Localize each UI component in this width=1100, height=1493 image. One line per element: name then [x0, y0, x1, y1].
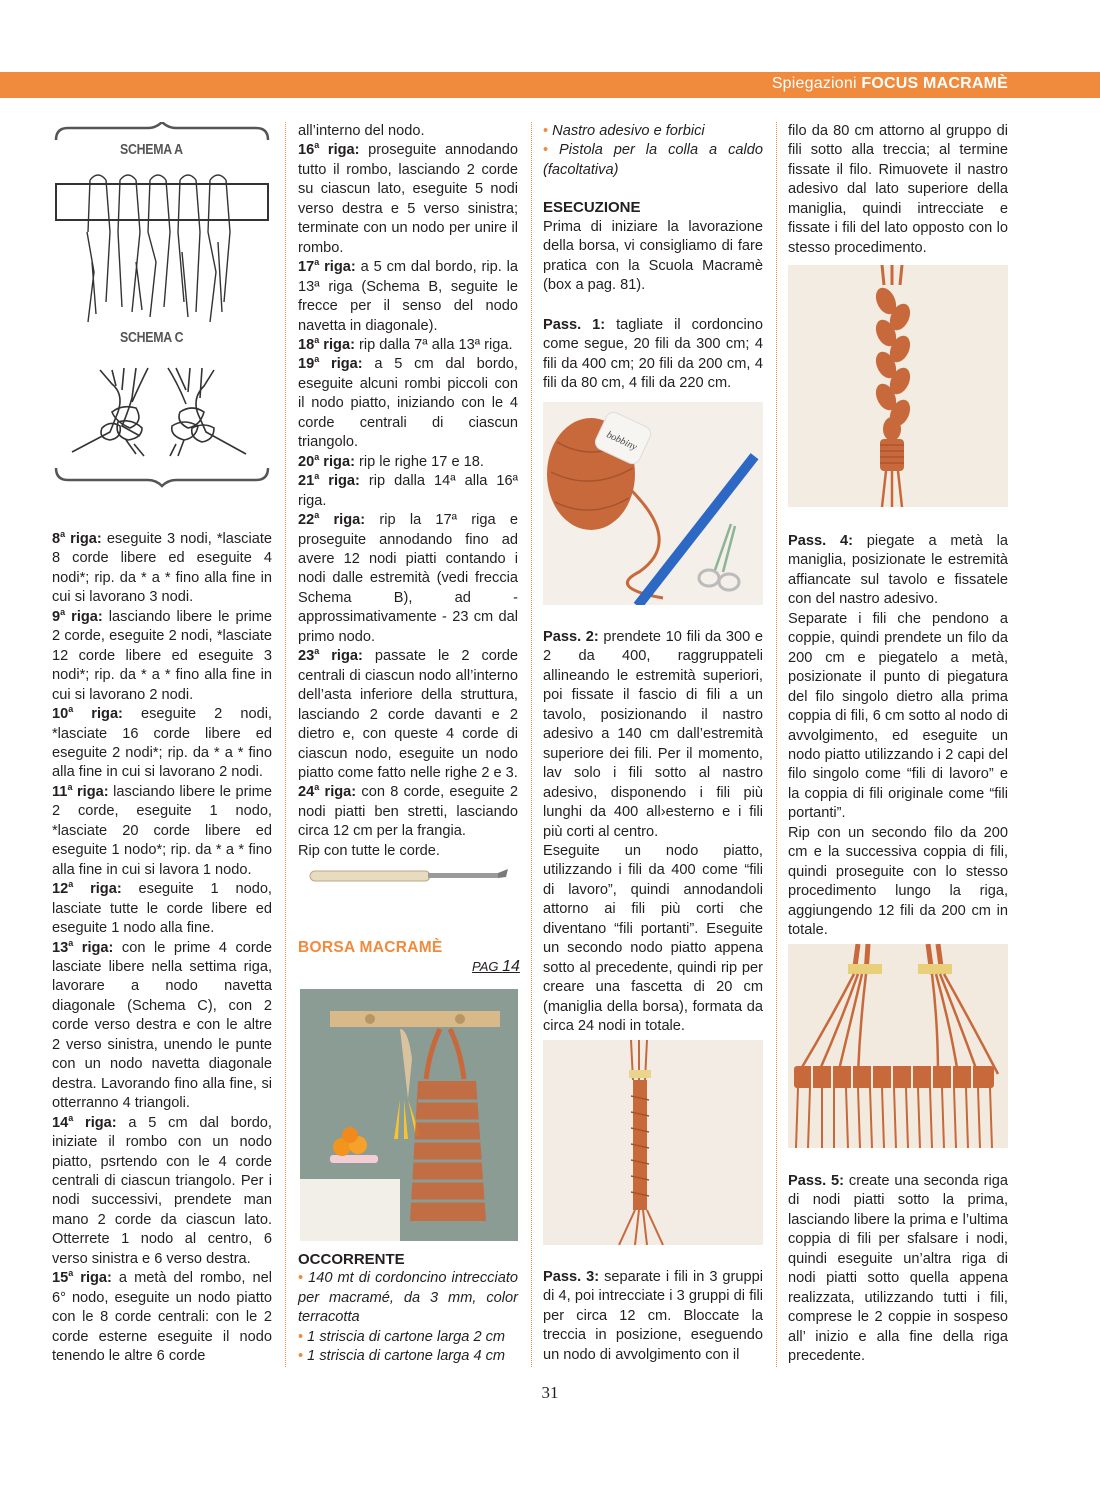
rip-all: Rip con tutte le corde.: [298, 842, 440, 859]
row-16: 16$^a$ riga: proseguite annodando tutto il rombo, lasciando 2 corde su ciascun lato, eseguite 5 nodi verso destra e 5 verso sinistra; terminate con un nodo per unire il rombo.: [298, 140, 518, 256]
column-3-bottom: [543, 1268, 763, 1365]
handle-photo: [543, 1040, 763, 1245]
row-13: 13$^a$ riga: con le prime 4 corde lasciate libere nella settima riga, lavorare a nodo navetta diagonale (Schema C), con 2 corde verso destra e con le altre 2 verso sinistra, unendo le punte con un nodo navetta diagonale destra. Lavorando fino alla fine, si otterranno 4 triangoli.: [52, 937, 272, 1112]
column-4-bottom: [788, 1172, 1008, 1367]
step-4-more: Rip con un secondo filo da 200 cm e la successiva coppia di fili, quindi proseguite con lo stesso procedimento lungo la riga, aggiungendo 12 fili da 200 cm in totale.: [788, 824, 1008, 939]
row-8: 8$^a$ riga: eseguite 3 nodi, *lasciate 8 corde libere ed eseguite 4 nodi*; rip. da * a * fino alla fine in cui si lavorano 3 nodi.: [52, 529, 272, 606]
label-brand: bobbiny: [604, 429, 639, 454]
row-24: 24$^a$ riga: con 8 corde, eseguite 2 nodi piatti ben stretti, lasciando circa 12 cm per la frangia.: [298, 782, 518, 840]
schema-drawing: [52, 122, 272, 522]
row-22: 22$^a$ riga: rip la 17ª riga e proseguite annodando fino ad avere 12 nodi piatti contando i nodi dalle estremità (vedi freccia Schema B), ad -approssimativamente - 23 cm dal primo nodo.: [298, 510, 518, 645]
row-11: 11$^a$ riga: lasciando libere le prime 2 corde, eseguite 1 nodo, *lasciate 20 corde libere ed eseguite 1 nodo*; rip. da * a * fino alla fine in cui si lavora 1 nodo.: [52, 782, 272, 878]
occorrente-block: [298, 1250, 518, 1367]
page-number: 31: [541, 1383, 559, 1402]
bag-photo: [300, 989, 518, 1241]
cord-ruler-drawing: [543, 402, 763, 605]
step-3: Pass. 3: separate i fili in 3 gruppi di 4, poi intrecciate i 3 gruppi di fili per circa 12 cm. Bloccate la treccia in posizione, eseguendo un nodo di avvolgimento con il: [543, 1269, 764, 1363]
column-1: [52, 530, 272, 1366]
row-21: 21$^a$ riga: rip dalla 14ª alla 16ª riga.: [298, 471, 518, 509]
column-3-continued: [543, 628, 763, 1037]
crochet-hook-drawing: [300, 855, 518, 895]
row-20: 20$^a$ riga: rip le righe 17 e 18.: [298, 451, 484, 470]
knots-drawing: [788, 944, 1008, 1148]
crochet-hook-photo: [300, 855, 518, 895]
step-1: Pass. 1: tagliate il cordoncino come segue, 20 fili da 300 cm; 4 fili da 400 cm; 20 fili da 200 cm, 4 fili da 80 cm, 4 fili da 220 cm.: [543, 316, 763, 391]
section-title: BORSA MACRAMÈ: [298, 939, 443, 956]
column-4: [788, 122, 1008, 258]
page-reference: PAG 14: [472, 958, 520, 975]
step-2-continued: Eseguite un nodo piatto, utilizzando i fili da 400 come “fili di lavoro”, quindi annodandoli attorno ai fili più corti che diventano “fili portanti”. Eseguite un secondo nodo piatto appena sotto al precedente, quindi rip per creare una fascetta di 20 cm (maniglia della borsa), formata da circa 24 nodi in totale.: [543, 842, 763, 1035]
row-10: 10$^a$ riga: eseguite 2 nodi, *lasciate 16 corde libere ed eseguite 2 nodi*; rip. da * a * fino alla fine in cui si lavorano 2 nodi.: [52, 704, 272, 781]
row-18: 18$^a$ riga: rip dalla 7ª alla 13ª riga.: [298, 335, 513, 353]
step-4: Pass. 4: piegate a metà la maniglia, posizionate le estremità affiancate sul tavolo e fissatele con del nastro adesivo.: [788, 533, 1008, 608]
column-2: [298, 122, 518, 861]
handle-drawing: [543, 1040, 763, 1245]
esecuzione-text: Prima di iniziare la lavorazione della borsa, vi consigliamo di fare pratica con la Scuola Macramè (box a pag. 81).: [543, 218, 763, 294]
bag-photo-drawing: [300, 989, 518, 1241]
occorrente-item: • 1 striscia di cartone larga 4 cm: [298, 1348, 506, 1365]
row-14: 14$^a$ riga: a 5 cm dal bordo, iniziate il rombo con un nodo piatto, psrtendo con le 4 corde centrali di ciascun triangolo. Per i nodi successivi, prendete man mano 2 corde da ciascun lato. Otterrete 1 nodo al centro, 6 verso sinistra e 6 verso destra.: [52, 1112, 272, 1267]
step-2: Pass. 2: prendete 10 fili da 300 e 2 da 400, raggruppateli allineando le estremità superiori, poi fissate il fascio di fili a un tavolo, posizionando il nastro adesivo a 140 cm dall’estremità superiore dei fili. Per il momento, lav solo i fili sotto al nastro adesivo, disponendo i fili più lunghi da 400 all›esterno e i fili più corti al centro.: [543, 629, 763, 840]
row-17: 17$^a$ riga: a 5 cm dal bordo, rip. la 13ª riga (Schema B, seguite le frecce per il senso del nodo navetta in diagonale).: [298, 257, 518, 334]
row-23: 23$^a$ riga: passate le 2 corde centrali di ciascun nodo all’interno dell’asta inferiore della struttura, lasciando 2 corde davanti e 2 dietro e, con queste 4 corde di ciascun nodo, eseguite un nodo piatto come fatto nelle righe 2 e 3.: [298, 646, 518, 781]
schema-illustration: [52, 122, 272, 522]
column-divider: [776, 122, 777, 1367]
column-3: [543, 122, 763, 393]
occorrente-item: • Pistola per la colla a caldo (facoltativa): [543, 142, 763, 178]
occorrente-item: • Nastro adesivo e forbici: [543, 123, 705, 139]
step-4-continued: Separate i fili che pendono a coppie, quindi prendete un filo da 200 cm e piegatelo a metà, posizionate il punto di piegatura del filo singolo dietro alla prima coppia di fili, 6 cm sotto al nodo di avvolgimento, ed eseguite un nodo piatto utilizzando i 2 capi del filo singolo come “fili di lavoro” e la coppia di fili originale come “fili portanti”.: [788, 610, 1008, 822]
row-15: 15$^a$ riga: a metà del rombo, nel 6° nodo, eseguite un nodo piatto con le 8 corde centrali: con le 2 corde esterne eseguite il nodo tenendo le altre 6 corde: [52, 1268, 272, 1365]
row-12: 12$^a$ riga: eseguite 1 nodo, lasciate tutte le corde libere ed eseguite 1 nodo alla fine.: [52, 879, 272, 937]
continuation: filo da 80 cm attorno al gruppo di fili sotto alla treccia; al termine fissate il filo. Rimuovete il nastro adesivo dal lato superiore della maniglia, quindi intrecciate e fissate i fili del lato opposto con lo stesso procedimento.: [788, 123, 1008, 256]
row-19: 19$^a$ riga: a 5 cm dal bordo, eseguite alcuni rombi piccoli con il nodo piatto, iniziando con le 4 corde centrali di ciascun triangolo.: [298, 354, 518, 451]
occorrente-item: • 140 mt di cordoncino intrecciato per macramé, da 3 mm, color terracotta: [298, 1270, 518, 1326]
occorrente-item: • 1 striscia di cartone larga 2 cm: [298, 1328, 506, 1345]
step-5: Pass. 5: create una seconda riga di nodi piatti sotto la prima, lasciando libere la prima e l’ultima coppia di fili per sfalsare i nodi, quindi eseguite un’altra riga di nodi piatti sotto quella appena realizzata, utilizzando tutti i fili, comprese le 2 coppie in sospeso all’ inizio e alla fine della riga precedente.: [788, 1173, 1009, 1365]
continuation: all’interno del nodo.: [298, 123, 425, 139]
esecuzione-title: ESECUZIONE: [543, 199, 641, 217]
row-9: 9$^a$ riga: lasciando libere le prime 2 corde, eseguite 2 nodi, *lasciate 12 corde libere ed eseguite 3 nodi*; rip. da * a * fino alla fine in cui si lavorano 2 nodi.: [52, 606, 272, 703]
header-title: FOCUS MACRAMÈ: [861, 75, 1008, 92]
cord-ruler-photo: [543, 402, 763, 605]
occorrente-title: OCCORRENTE: [298, 1251, 405, 1268]
column-divider: [531, 122, 532, 1367]
header-prefix: Spiegazioni: [771, 75, 857, 92]
section-heading-block: [298, 938, 518, 957]
section-header: [772, 75, 1008, 93]
knots-photo: [788, 944, 1008, 1148]
braid-drawing: [788, 265, 1008, 507]
column-divider: [285, 122, 286, 1367]
schema-c-label: SCHEMA C: [120, 330, 184, 346]
braid-photo: [788, 265, 1008, 507]
schema-a-label: SCHEMA A: [120, 142, 183, 158]
column-4-continued: [788, 532, 1008, 941]
